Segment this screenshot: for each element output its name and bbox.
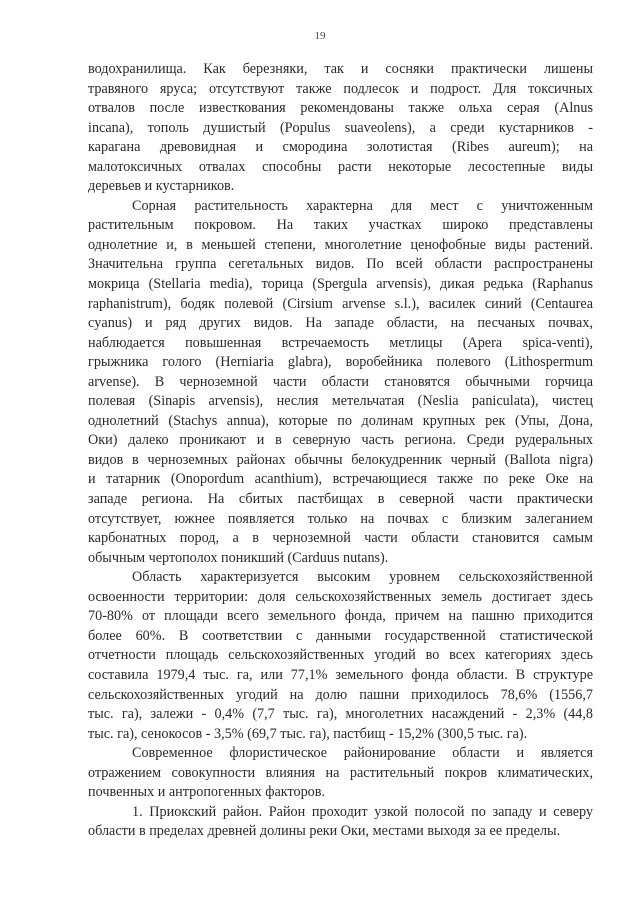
text-line: arvense). В черноземной части области становятся обычными горчица bbox=[88, 373, 593, 390]
text-line: растительным покровом. На таких участках широко представлены bbox=[88, 217, 593, 234]
text-line: однолетний (Stachys annua), которые по долинам крупных рек (Упы, Дона, bbox=[88, 412, 593, 429]
paragraph bbox=[88, 568, 593, 744]
text-line: однолетние и, в меньшей степени, многолетние ценофобные виды растений. bbox=[88, 236, 593, 253]
text-line: травяного яруса; отсутствуют также подлесок и подрост. Для токсичных bbox=[88, 80, 593, 97]
text-line: карагана древовидная и смородина золотистая (Ribes aureum); на bbox=[88, 139, 593, 156]
text-line: отражением совокупности влияния на растительный покров климатических, bbox=[88, 764, 593, 781]
text-line: raphanistrum), бодяк полевой (Cirsium arvense s.l.), василек синий (Centaurea bbox=[88, 295, 593, 312]
paragraph bbox=[88, 60, 593, 197]
text-line: тыс. га), сенокосов - 3,5% (69,7 тыс. га), пастбищ - 15,2% (300,5 тыс. га). bbox=[88, 725, 528, 742]
text-line: области в пределах древней долины реки Оки, местами выходя за ее пределы. bbox=[88, 823, 561, 840]
paragraph bbox=[88, 744, 593, 803]
text-line: карбонатных пород, а в черноземной части области становится самым bbox=[88, 530, 593, 547]
text-line: почвенных и антропогенных факторов. bbox=[88, 784, 326, 801]
text-line: отчетности площадь сельскохозяйственных угодий во всех категориях здесь bbox=[88, 647, 593, 664]
text-line: Сорная растительность характерна для мест с уничтоженным bbox=[132, 197, 593, 214]
text-line: составила 1979,4 тыс. га, или 77,1% земельного фонда области. В структуре bbox=[88, 666, 593, 683]
text-line: мокрица (Stellaria media), торица (Spergula arvensis), дикая редька (Raphanus bbox=[88, 276, 593, 293]
text-line: сельскохозяйственных угодий на долю пашни приходилось 78,6% (1556,7 bbox=[88, 686, 593, 703]
paragraph bbox=[88, 803, 593, 842]
text-line: cyanus) и ряд других видов. На западе области, на песчаных почвах, bbox=[88, 315, 593, 332]
text-line: 1. Приокский район. Район проходит узкой полосой по западу и северу bbox=[132, 803, 593, 820]
text-line: Область характеризуется высоким уровнем сельскохозяйственной bbox=[132, 569, 593, 586]
text-line: освоенности территории: доля сельскохозяйственных земель достигает здесь bbox=[88, 588, 593, 605]
text-line: западе региона. На сбитых пастбищах в северной части практически bbox=[88, 491, 593, 508]
page-number: 19 bbox=[314, 30, 326, 42]
text-line: отсутствует, южнее появляется только на почвах с близким залеганием bbox=[88, 510, 593, 527]
text-line: тыс. га), залежи - 0,4% (7,7 тыс. га), многолетних насаждений - 2,3% (44,8 bbox=[88, 706, 593, 723]
text-line: малотоксичных отвалах способны расти некоторые лесостепные виды bbox=[88, 158, 593, 175]
text-line: Современное флористическое районирование области и является bbox=[132, 745, 593, 762]
text-line: Оки) далеко проникают и в северную часть региона. Среди рудеральных bbox=[88, 432, 593, 449]
text-line: отвалов после известкования рекомендованы также ольха серая (Alnus bbox=[88, 100, 593, 117]
text-line: грыжника голого (Herniaria glabra), воробейника полевого (Lithospermum bbox=[88, 354, 593, 371]
document-body bbox=[88, 60, 593, 842]
text-line: incana), тополь душистый (Populus suaveolens), а среди кустарников - bbox=[88, 119, 593, 136]
text-line: наблюдается повышенная встречаемость метлицы (Apera spica-venti), bbox=[88, 334, 593, 351]
paragraph bbox=[88, 197, 593, 568]
text-line: водохранилища. Как березняки, так и сосняки практически лишены bbox=[88, 61, 593, 77]
text-line: видов в черноземных районах обычны белокудренник черный (Ballota nigra) bbox=[88, 451, 593, 468]
text-line: деревьев и кустарников. bbox=[88, 178, 235, 195]
text-line: Значительна группа сегетальных видов. По всей области распространены bbox=[88, 256, 593, 273]
text-line: более 60%. В соответствии с данными государственной статистической bbox=[88, 627, 593, 644]
text-line: полевая (Sinapis arvensis), неслия метельчатая (Neslia paniculata), чистец bbox=[88, 393, 593, 410]
text-line: и татарник (Onopordum acanthium), встречающиеся также по реке Оке на bbox=[88, 471, 593, 488]
text-line: 70-80% от площади всего земельного фонда, причем на пашню приходится bbox=[88, 608, 593, 625]
text-line: обычным чертополох поникший (Carduus nutans). bbox=[88, 549, 389, 566]
